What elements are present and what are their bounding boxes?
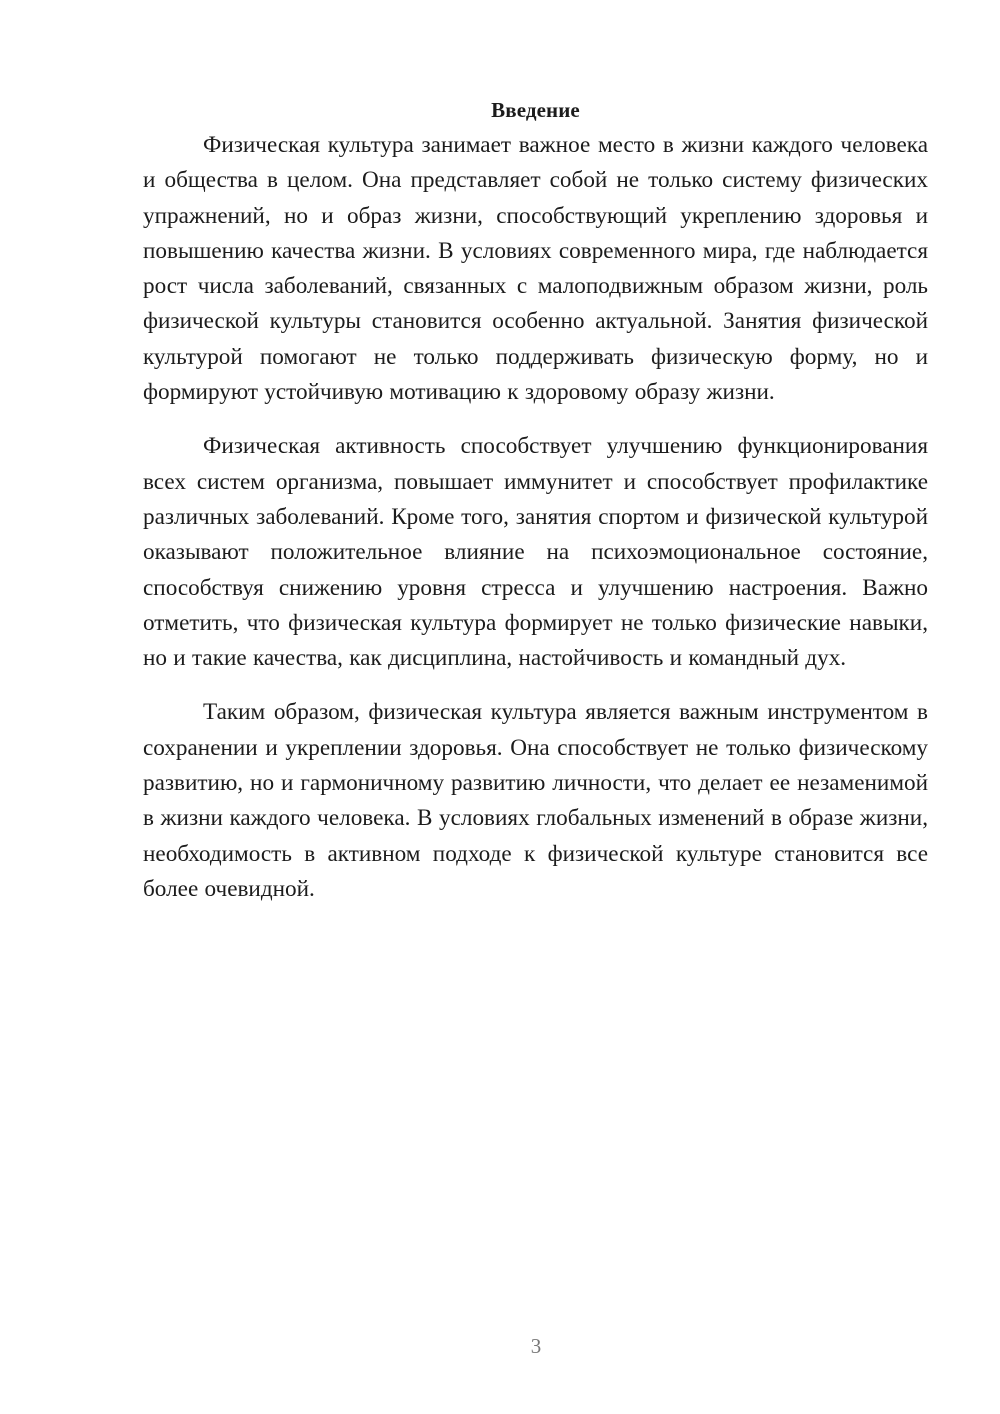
page-number: 3 <box>530 1334 542 1358</box>
paragraph-2: Физическая активность способствует улучшению функционирования всех систем организма, повышает иммунитет и способствует профилактике различных заболеваний. Кроме того, занятия спортом и физической культурой оказывают положительное влияние на психоэмоциональное состояние, способствуя снижению уровня стресса и улучшению настроения. Важно отметить, что физическая культура формирует не только физические навыки, но и такие качества, как дисциплина, настойчивость и командный дух. <box>143 433 928 672</box>
section-heading: Введение <box>491 98 580 122</box>
paragraph-3: Таким образом, физическая культура является важным инструментом в сохранении и укреплении здоровья. Она способствует не только физическому развитию, но и гармоничному развитию личности, что делает ее незаменимой в жизни каждого человека. В условиях глобальных изменений в образе жизни, необходимость в активном подходе к физической культуре становится все более очевидной. <box>143 699 928 902</box>
page-content <box>143 95 928 907</box>
paragraph-1: Физическая культура занимает важное место в жизни каждого человека и общества в целом. Она представляет собой не только систему физических упражнений, но и образ жизни, способствующий укреплению здоровья и повышению качества жизни. В условиях современного мира, где наблюдается рост числа заболеваний, связанных с малоподвижным образом жизни, роль физической культуры становится особенно актуальной. Занятия физической культурой помогают не только поддерживать физическую форму, но и формируют устойчивую мотивацию к здоровому образу жизни. <box>143 132 928 406</box>
